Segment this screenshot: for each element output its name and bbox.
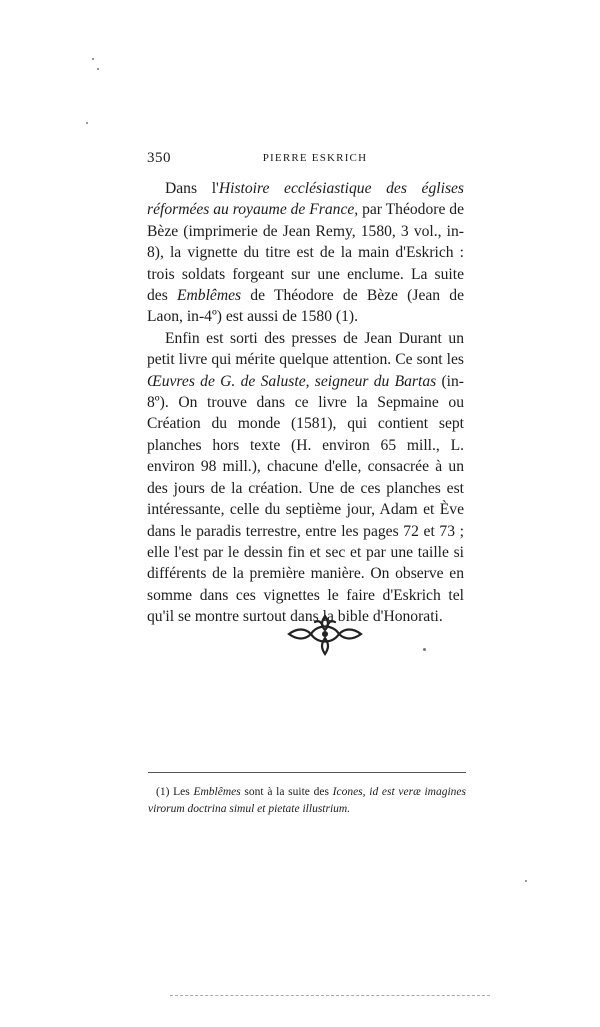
text-run: sont à la suite des (240, 786, 333, 798)
page-edge-mark (170, 995, 490, 996)
running-head: PIERRE ESKRICH (262, 152, 368, 164)
paragraph (147, 178, 464, 328)
ink-speck (525, 880, 527, 882)
footnote (148, 784, 466, 818)
fleuron-ornament (285, 612, 365, 656)
ink-speck (86, 122, 88, 124)
book-title: Emblêmes (193, 786, 241, 798)
book-title: Icones, id est veræ imagines virorum doctrina simul et pietate illustrium. (148, 786, 466, 815)
ink-speck (97, 68, 99, 70)
book-title: Œuvres de G. de Saluste, seigneur du Bartas (147, 372, 437, 390)
text-run: Dans l' (165, 180, 219, 197)
book-title: Emblêmes (177, 287, 242, 305)
text-run: (in-8º). On trouve dans ce livre la Sepmaine ou Création du monde (1581), qui contient sept planches hors texte (H. environ 65 mill., L. environ 98 mill.), chacune d'elle, consacrée à un des jours de la création. Une de ces planches est intéressante, celle du septième jour, Adam et Ève dans le paradis terrestre, entre les pages 72 et 73 ; elle l'est par le dessin fin et sec et par une taille si différents de la première manière. On observe en somme dans ces vignettes le faire d'Eskrich tel qu'il se montre surtout dans la bible d'Honorati. (147, 372, 464, 626)
text-run: de Théodore de Bèze (Jean de Laon, in-4º) est aussi de 1580 (1). (147, 287, 465, 326)
ink-speck (92, 58, 94, 60)
text-run: par Théodore de Bèze (imprimerie de Jean Remy, 1580, 3 vol., in-8), la vignette du titre est de la main d'Eskrich : trois soldats forgeant sur une enclume. La suite des (147, 201, 464, 305)
text-run: Enfin est sorti des presses de Jean Durant un petit livre qui mérite quelque attention. Ce sont les (147, 329, 464, 369)
text-run: (1) Les (156, 786, 194, 798)
book-title: Histoire ecclésiastique des églises réformées au royaume de France, (147, 180, 465, 219)
paragraph (147, 328, 464, 628)
footnote-rule (148, 772, 466, 773)
page-number: 350 (147, 150, 171, 166)
body-text (147, 178, 464, 628)
ink-speck (423, 648, 426, 651)
